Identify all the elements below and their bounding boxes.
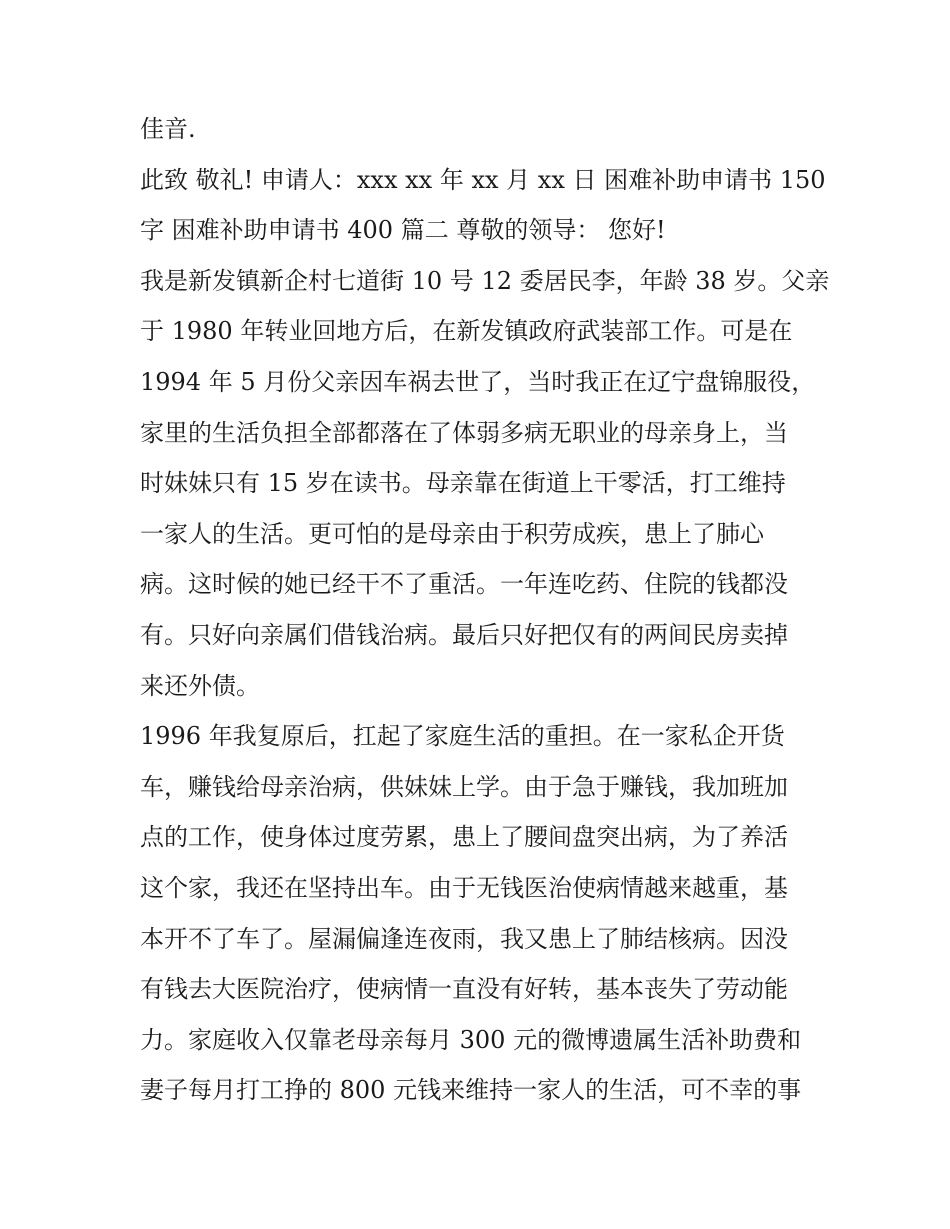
text-line: 力。家庭收入仅靠老母亲每月 300 元的微博遗属生活补助费和 <box>140 1025 802 1054</box>
text-line: 佳音. <box>140 115 196 143</box>
text-line: 车，赚钱给母亲治病，供妹妹上学。由于急于赚钱，我加班加 <box>140 772 788 801</box>
text-line: 妻子每月打工挣的 800 元钱来维持一家人的生活，可不幸的事 <box>140 1076 802 1105</box>
text-line: 于 1980 年转业回地方后，在新发镇政府武装部工作。可是在 <box>140 317 793 346</box>
text-line: 有。只好向亲属们借钱治病。最后只好把仅有的两间民房卖掉 <box>140 620 788 649</box>
paragraph-salutation <box>140 155 826 256</box>
paragraph-hardship <box>140 711 820 1116</box>
text-line: 本开不了车了。屋漏偏逢连夜雨，我又患上了肺结核病。因没 <box>140 924 788 953</box>
text-line: 家里的生活负担全部都落在了体弱多病无职业的母亲身上，当 <box>140 418 788 447</box>
document-body <box>140 104 830 1116</box>
text-line: 字 困难补助申请书 400 篇二 尊敬的领导： 您好! <box>140 216 666 245</box>
text-line: 病。这时候的她已经干不了重活。一年连吃药、住院的钱都没 <box>140 570 788 599</box>
text-line: 来还外债。 <box>140 671 260 700</box>
text-line: 这个家，我还在坚持出车。由于无钱医治使病情越来越重，基 <box>140 873 788 902</box>
text-line: 1994 年 5 月份父亲因车祸去世了，当时我正在辽宁盘锦服役， <box>140 367 816 396</box>
text-line: 时妹妹只有 15 岁在读书。母亲靠在街道上干零活，打工维持 <box>140 469 786 498</box>
text-line: 点的工作，使身体过度劳累，患上了腰间盘突出病，为了养活 <box>140 823 788 852</box>
text-line: 有钱去大医院治疗，使病情一直没有好转，基本丧失了劳动能 <box>140 975 788 1004</box>
text-line: 1996 年我复原后，扛起了家庭生活的重担。在一家私企开货 <box>140 722 785 751</box>
text-line: 我是新发镇新企村七道街 10 号 12 委居民李，年龄 38 岁。父亲 <box>140 266 830 295</box>
text-line: 此致 敬礼! 申请人：xxx xx 年 xx 月 xx 日 困难补助申请书 150 <box>140 165 826 194</box>
paragraph-closing-fragment <box>140 104 820 155</box>
text-line: 一家人的生活。更可怕的是母亲由于积劳成疾，患上了肺心 <box>140 519 764 548</box>
paragraph-background <box>140 256 830 711</box>
